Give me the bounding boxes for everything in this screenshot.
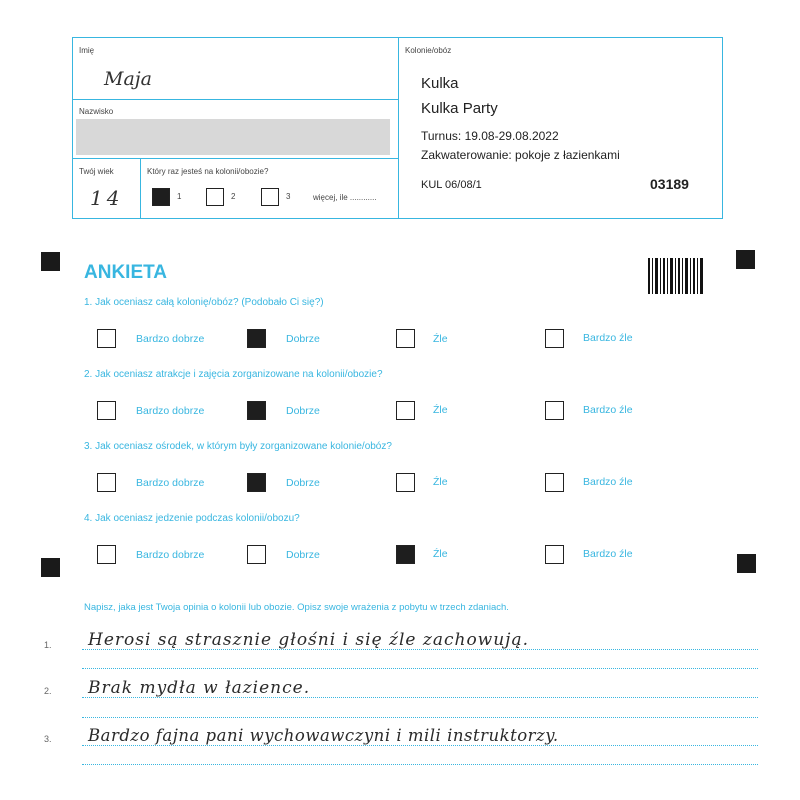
- q2-label-bardzo-zle: Bardzo źle: [583, 404, 633, 416]
- q1-label-bardzo-zle: Bardzo źle: [583, 332, 633, 344]
- ktory-raz-checkbox-1[interactable]: [152, 188, 170, 206]
- kolonie-subname: Kulka Party: [421, 100, 498, 117]
- surname-divider: [72, 158, 398, 159]
- question-2-text: 2. Jak oceniasz atrakcje i zajęcia zorganizowane na kolonii/obozie?: [84, 369, 383, 380]
- q3-checkbox-zle[interactable]: [396, 473, 415, 492]
- question-4-text: 4. Jak oceniasz jedzenie podczas kolonii/obozu?: [84, 513, 300, 524]
- q3-label-bardzo-zle: Bardzo źle: [583, 476, 633, 488]
- wiek-label: Twój wiek: [79, 167, 114, 176]
- opinion-line-1-text[interactable]: Herosi są strasznie głośni i się źle zachowują.: [88, 630, 529, 650]
- q1-label-zle: Źle: [433, 333, 448, 345]
- opinion-line-1-rule-extra: [82, 668, 758, 669]
- opinion-line-3-rule: [82, 745, 758, 746]
- q3-checkbox-bardzo-dobrze[interactable]: [97, 473, 116, 492]
- opinion-line-2-rule-extra: [82, 717, 758, 718]
- q4-label-bardzo-dobrze: Bardzo dobrze: [136, 549, 205, 561]
- q4-checkbox-bardzo-dobrze[interactable]: [97, 545, 116, 564]
- q2-label-zle: Źle: [433, 404, 448, 416]
- q4-checkbox-dobrze[interactable]: [247, 545, 266, 564]
- kolonie-label: Kolonie/obóz: [405, 46, 452, 55]
- q2-checkbox-bardzo-dobrze[interactable]: [97, 401, 116, 420]
- ktory-raz-option-2: 2: [231, 192, 236, 201]
- opinion-line-3-number: 3.: [44, 734, 52, 744]
- imie-label: Imię: [79, 46, 95, 55]
- registration-mark-top-left: [41, 252, 60, 271]
- nazwisko-label: Nazwisko: [79, 107, 114, 116]
- q4-checkbox-zle[interactable]: [396, 545, 415, 564]
- q1-checkbox-zle[interactable]: [396, 329, 415, 348]
- wiek-value[interactable]: 14: [90, 186, 124, 210]
- opinion-line-3-rule-extra: [82, 764, 758, 765]
- ktory-raz-option-1: 1: [177, 192, 182, 201]
- ktory-raz-option-more: więcej, ile ............: [313, 193, 377, 202]
- ktory-raz-option-3: 3: [286, 192, 291, 201]
- q3-label-zle: Źle: [433, 476, 448, 488]
- q4-label-zle: Źle: [433, 548, 448, 560]
- q4-label-dobrze: Dobrze: [286, 549, 320, 561]
- survey-title: ANKIETA: [84, 262, 168, 283]
- q1-checkbox-dobrze[interactable]: [247, 329, 266, 348]
- opinion-line-1-number: 1.: [44, 640, 52, 650]
- q1-checkbox-bardzo-zle[interactable]: [545, 329, 564, 348]
- q2-checkbox-zle[interactable]: [396, 401, 415, 420]
- opinion-line-2-text[interactable]: Brak mydła w łazience.: [88, 678, 311, 698]
- kolonie-code: KUL 06/08/1: [421, 179, 482, 191]
- q2-label-dobrze: Dobrze: [286, 405, 320, 417]
- q1-label-dobrze: Dobrze: [286, 333, 320, 345]
- ktory-raz-checkbox-2[interactable]: [206, 188, 224, 206]
- q3-checkbox-bardzo-zle[interactable]: [545, 473, 564, 492]
- q3-checkbox-dobrze[interactable]: [247, 473, 266, 492]
- opinion-line-3-text[interactable]: Bardzo fajna pani wychowawczyni i mili instruktorzy.: [88, 726, 559, 745]
- q3-label-dobrze: Dobrze: [286, 477, 320, 489]
- kolonie-name: Kulka: [421, 75, 459, 92]
- opinion-line-2-number: 2.: [44, 686, 52, 696]
- name-divider: [72, 99, 398, 100]
- zakwaterowanie-text: Zakwaterowanie: pokoje z łazienkami: [421, 148, 620, 162]
- registration-mark-bottom-right: [737, 554, 756, 573]
- q2-checkbox-bardzo-zle[interactable]: [545, 401, 564, 420]
- opinion-instruction: Napisz, jaka jest Twoja opinia o kolonii lub obozie. Opisz swoje wrażenia z pobytu w trzech zdaniach.: [84, 602, 509, 613]
- q2-checkbox-dobrze[interactable]: [247, 401, 266, 420]
- question-3-text: 3. Jak oceniasz ośrodek, w którym były zorganizowane kolonie/obóz?: [84, 441, 392, 452]
- registration-mark-bottom-left: [41, 558, 60, 577]
- header-divider: [398, 37, 399, 219]
- ktory-raz-checkbox-3[interactable]: [261, 188, 279, 206]
- q4-label-bardzo-zle: Bardzo źle: [583, 548, 633, 560]
- q1-label-bardzo-dobrze: Bardzo dobrze: [136, 333, 205, 345]
- form-number: 03189: [650, 176, 689, 192]
- q1-checkbox-bardzo-dobrze[interactable]: [97, 329, 116, 348]
- q2-label-bardzo-dobrze: Bardzo dobrze: [136, 405, 205, 417]
- ktory-raz-label: Który raz jesteś na kolonii/obozie?: [147, 167, 269, 176]
- opinion-line-1-rule: [82, 649, 758, 650]
- q3-label-bardzo-dobrze: Bardzo dobrze: [136, 477, 205, 489]
- opinion-line-2-rule: [82, 697, 758, 698]
- registration-mark-top-right: [736, 250, 755, 269]
- barcode-icon: [648, 258, 704, 294]
- nazwisko-redacted: [76, 119, 390, 155]
- imie-value[interactable]: Maja: [104, 68, 153, 90]
- age-divider: [140, 158, 141, 219]
- turnus-text: Turnus: 19.08-29.08.2022: [421, 129, 559, 143]
- question-1-text: 1. Jak oceniasz całą kolonię/obóz? (Podobało Ci się?): [84, 297, 324, 308]
- q4-checkbox-bardzo-zle[interactable]: [545, 545, 564, 564]
